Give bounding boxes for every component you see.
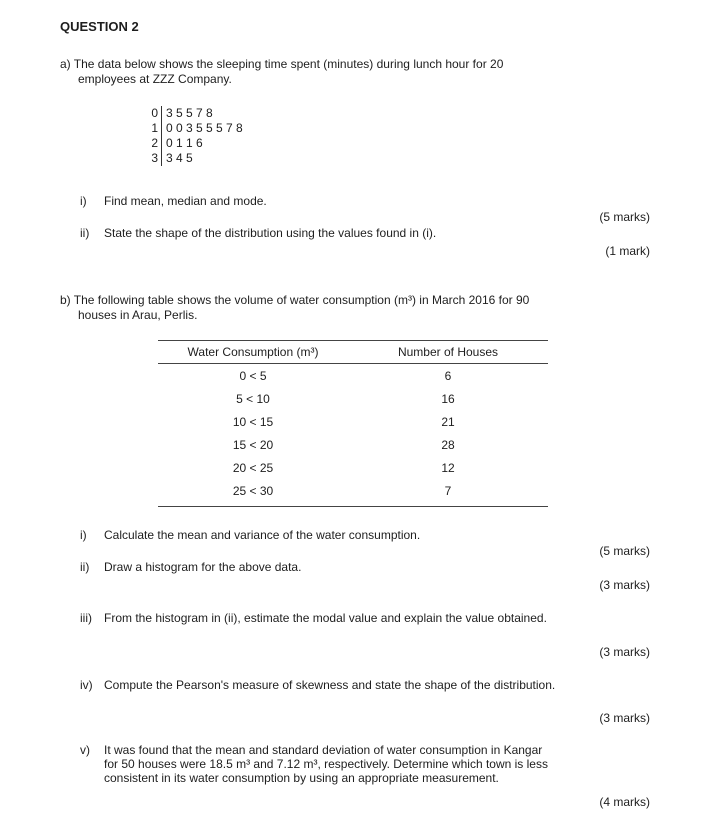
- leaf: 3: [166, 106, 173, 120]
- part-b-question-5: [80, 743, 548, 785]
- leaf: 5: [176, 106, 183, 120]
- leaf: 8: [236, 121, 243, 135]
- range-cell: 5 < 10: [236, 391, 270, 406]
- leaf: 1: [176, 136, 183, 150]
- table-bottom-rule: [158, 506, 548, 507]
- part-b-text-line1: The following table shows the volume of water consumption (m³) in March 2016 for 90: [73, 293, 530, 307]
- leaf: 3: [186, 121, 193, 135]
- leaf: 5: [196, 121, 203, 135]
- leaf: 3: [166, 151, 173, 165]
- leaf: 8: [206, 106, 213, 120]
- part-b-q1-marks: (5 marks): [599, 544, 650, 558]
- part-b-intro: [60, 293, 529, 323]
- stem-leaf-row: [146, 151, 246, 166]
- table-row: [158, 364, 548, 387]
- count-cell: 21: [441, 414, 455, 429]
- count-cell: 12: [441, 460, 455, 475]
- range-cell: 20 < 25: [232, 460, 274, 475]
- stem: 3: [146, 151, 162, 166]
- part-b-text-line2: houses in Arau, Perlis.: [78, 308, 198, 322]
- part-a-q1-marks: (5 marks): [599, 210, 650, 224]
- table-header-row: [158, 341, 548, 363]
- leaf: 0: [166, 121, 173, 135]
- question-number: ii): [80, 560, 90, 574]
- part-b-q4-marks: (3 marks): [599, 711, 650, 725]
- question-number: iv): [80, 678, 93, 692]
- question-number: i): [80, 194, 87, 208]
- question-number: ii): [80, 226, 90, 240]
- question-text-line3: consistent in its water consumption by using an appropriate measurement.: [104, 771, 499, 785]
- part-a-text-line1: The data below shows the sleeping time spent (minutes) during lunch hour for 20: [73, 57, 504, 71]
- part-a-question-1: [80, 194, 267, 208]
- part-a-question-2: [80, 226, 436, 240]
- table-row: [158, 410, 548, 433]
- leaf: 4: [176, 151, 183, 165]
- question-number: iii): [80, 611, 92, 625]
- part-b-q3-marks: (3 marks): [599, 645, 650, 659]
- part-b-question-4: [80, 678, 555, 692]
- leaf: 5: [206, 121, 213, 135]
- range-cell: 15 < 20: [232, 437, 274, 452]
- leaf: 5: [186, 106, 193, 120]
- leaf: 5: [216, 121, 223, 135]
- range-cell: 25 < 30: [232, 483, 274, 498]
- table-row: [158, 387, 548, 410]
- question-number: i): [80, 528, 87, 542]
- leaf: 7: [226, 121, 233, 135]
- table-row: [158, 433, 548, 456]
- question-text: Calculate the mean and variance of the water consumption.: [104, 528, 421, 542]
- leaf: 0: [176, 121, 183, 135]
- leaf: 5: [186, 151, 193, 165]
- leaves: [162, 151, 196, 166]
- stem-leaf-row: [146, 136, 246, 151]
- part-b-q2-marks: (3 marks): [599, 578, 650, 592]
- question-text: Draw a histogram for the above data.: [104, 560, 302, 574]
- part-a-label: a): [60, 57, 71, 71]
- table-row: [158, 479, 548, 502]
- part-a-q2-marks: (1 mark): [605, 244, 650, 258]
- leaf: 0: [166, 136, 173, 150]
- count-cell: 7: [444, 483, 452, 498]
- count-cell: 16: [441, 391, 455, 406]
- header-water-consumption: Water Consumption (m³): [187, 345, 319, 359]
- header-number-of-houses: Number of Houses: [397, 345, 499, 359]
- stem: 1: [146, 121, 162, 136]
- stem-leaf-row: [146, 121, 246, 136]
- part-b-question-2: [80, 560, 301, 574]
- question-text: Find mean, median and mode.: [104, 194, 267, 208]
- question-text-line2: for 50 houses were 18.5 m³ and 7.12 m³, respectively. Determine which town is less: [104, 757, 548, 771]
- leaves: [162, 106, 216, 121]
- leaf: 1: [186, 136, 193, 150]
- range-cell: 0 < 5: [239, 368, 267, 383]
- stem-and-leaf-plot: [146, 106, 246, 166]
- question-number: v): [80, 743, 90, 757]
- leaf: 7: [196, 106, 203, 120]
- part-a-text-line2: employees at ZZZ Company.: [78, 72, 232, 86]
- part-a-intro: [60, 57, 503, 87]
- leaves: [162, 121, 246, 136]
- stem: 0: [146, 106, 162, 121]
- water-consumption-table: [158, 340, 548, 507]
- leaves: [162, 136, 206, 151]
- stem: 2: [146, 136, 162, 151]
- part-b-question-1: [80, 528, 420, 542]
- question-text: State the shape of the distribution using the values found in (i).: [104, 226, 437, 240]
- part-b-label: b): [60, 293, 71, 307]
- leaf: 6: [196, 136, 203, 150]
- part-b-q5-marks: (4 marks): [599, 795, 650, 809]
- question-text: From the histogram in (ii), estimate the modal value and explain the value obtained.: [104, 611, 547, 625]
- question-text: Compute the Pearson's measure of skewness and state the shape of the distribution.: [104, 678, 556, 692]
- question-text-line1: It was found that the mean and standard deviation of water consumption in Kangar: [104, 743, 543, 757]
- table-row: [158, 456, 548, 479]
- range-cell: 10 < 15: [232, 414, 274, 429]
- count-cell: 6: [444, 368, 452, 383]
- question-title: QUESTION 2: [60, 19, 139, 34]
- stem-leaf-row: [146, 106, 246, 121]
- count-cell: 28: [441, 437, 455, 452]
- part-b-question-3: [80, 611, 547, 625]
